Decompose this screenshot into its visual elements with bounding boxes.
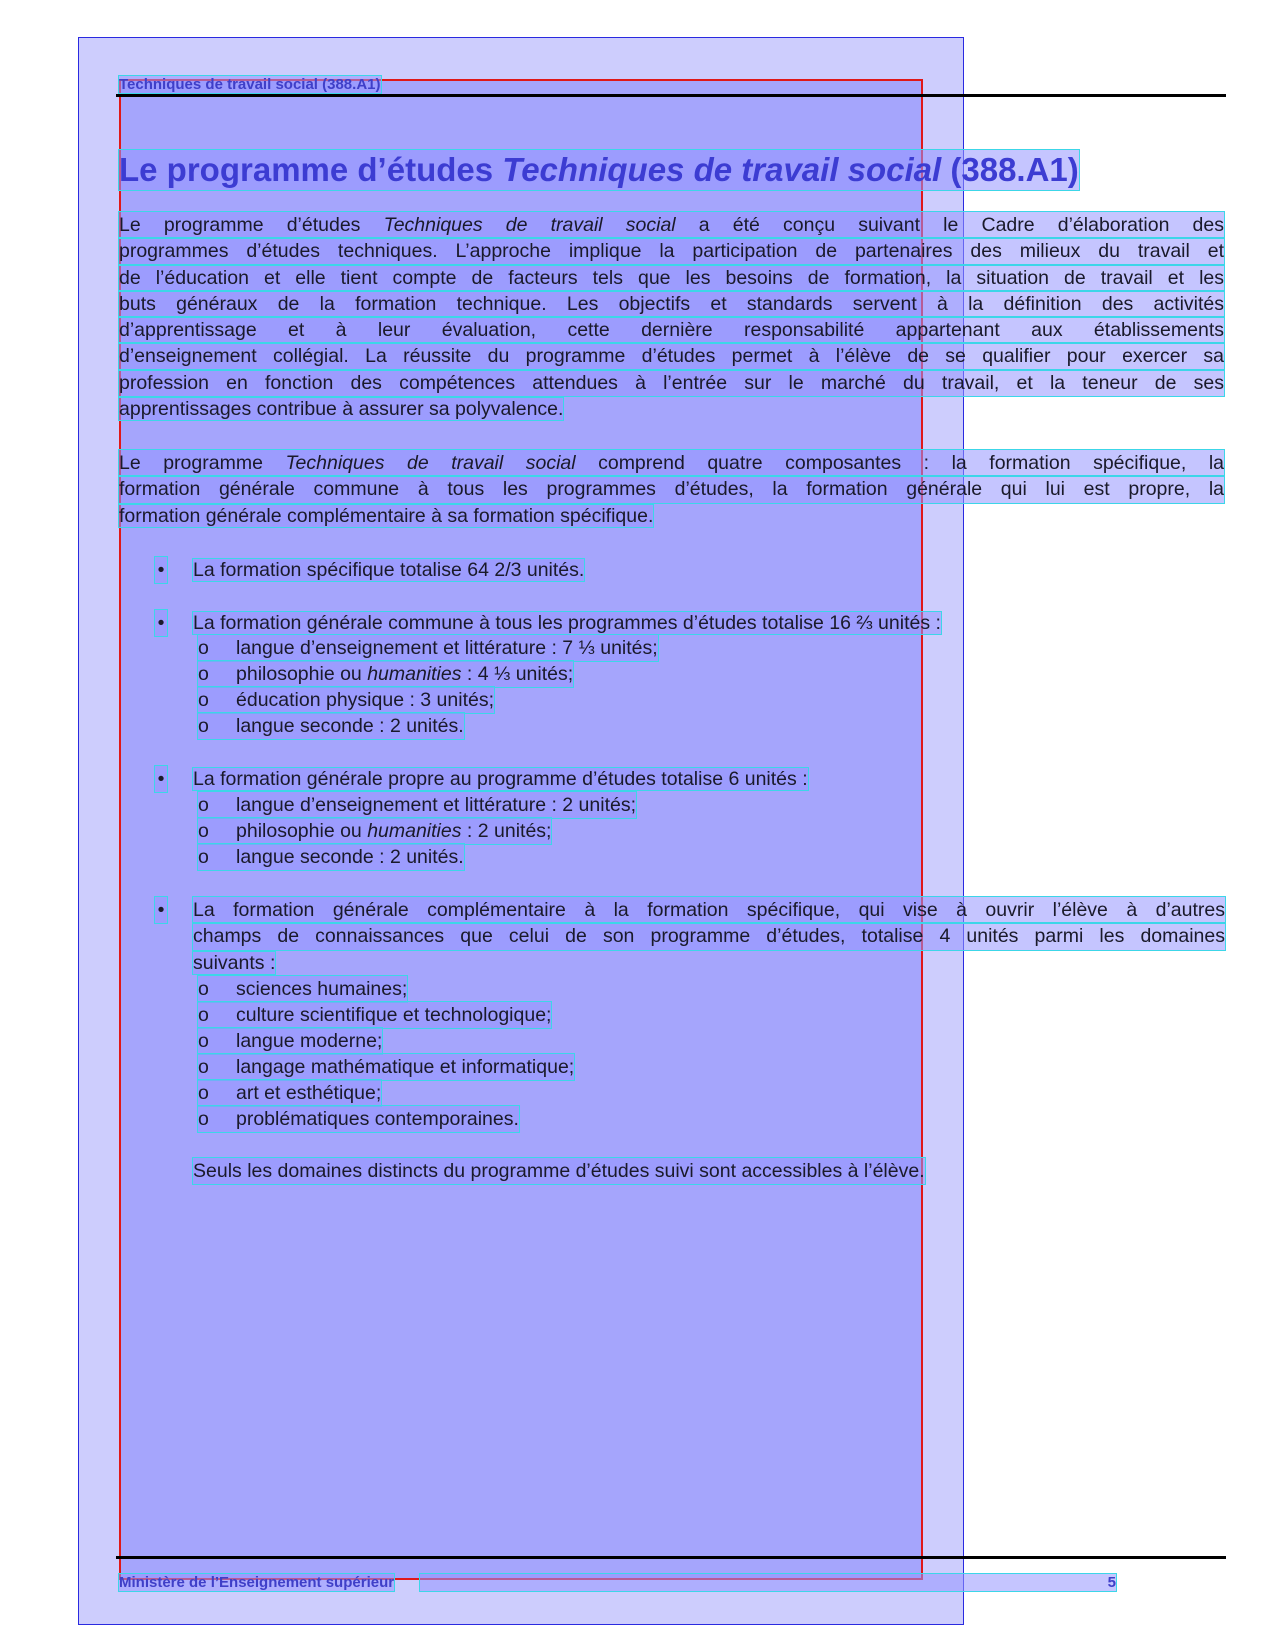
bullet-complementary-training [155, 897, 1225, 976]
sub-item: o philosophie ou humanities : 2 unités; [198, 818, 551, 844]
bullet-icon: • [155, 610, 167, 636]
intro-line-5: d’apprentissage et à leur évaluation, cette dernière responsabilité appartenant aux établissements [119, 317, 1224, 343]
sub-bullet-icon: o [198, 1108, 209, 1130]
sub-item: o langue moderne; [198, 1028, 382, 1054]
bullet-specific-training: • La formation spécifique totalise 64 2/3 unités. [155, 557, 1225, 583]
bullet-program-general-training: • La formation générale propre au programme d’études totalise 6 unités : [155, 766, 1225, 792]
page-number: 5 [420, 1574, 1116, 1591]
sub-bullet-icon: o [198, 663, 209, 685]
footer-rule [116, 1556, 1226, 1559]
bullet-common-general-training: • La formation générale commune à tous les programmes d’études totalise 16 ⅔ unités : [155, 610, 1225, 636]
sub-item: o langue d’enseignement et littérature : 7 ⅓ unités; [198, 635, 658, 661]
intro-line-6: d’enseignement collégial. La réussite du programme d’études permet à l’élève de se qualifier pour exercer sa [119, 343, 1224, 369]
domains-note: Seuls les domaines distincts du programme d’études suivi sont accessibles à l’élève. [193, 1158, 925, 1184]
sub-bullet-icon: o [198, 715, 209, 737]
intro-line-1: Le programme d’études Techniques de travail social a été conçu suivant le Cadre d’élaboration des [119, 212, 1224, 238]
sub-bullet-icon: o [198, 978, 209, 1000]
sub-item: o art et esthétique; [198, 1080, 381, 1106]
sub-bullet-icon: o [198, 1030, 209, 1052]
sub-bullet-icon: o [198, 846, 209, 868]
sub-item: o philosophie ou humanities : 4 ⅓ unités; [198, 661, 573, 687]
intro-line-4: buts généraux de la formation technique. Les objectifs et standards servent à la définition des activités [119, 291, 1224, 317]
sub-bullet-icon: o [198, 820, 209, 842]
sub-item: o langue seconde : 2 unités. [198, 844, 464, 870]
bullet-icon: • [155, 557, 167, 583]
complementary-line-2: champs de connaissances que celui de son programme d’études, totalise 4 unités parmi les domaines [193, 923, 1225, 949]
complementary-line-1: La formation générale complémentaire à la formation spécifique, qui vise à ouvrir l’élève à d’autres [193, 897, 1225, 923]
intro-line-3: de l’éducation et elle tient compte de facteurs tels que les besoins de formation, la situation de travail et les [119, 265, 1224, 291]
bullet-icon: • [155, 766, 167, 792]
intro-line-8: apprentissages contribue à assurer sa polyvalence. [119, 398, 564, 421]
intro-line-2: programmes d’études techniques. L’approche implique la participation de partenaires des milieux du travail et [119, 238, 1224, 264]
bullet-icon: • [155, 897, 167, 923]
intro-paragraph [119, 212, 1224, 422]
sub-item: o problématiques contemporaines. [198, 1106, 519, 1132]
footer-page-number-band [420, 1574, 1116, 1591]
components-line-2: formation générale commune à tous les programmes d’études, la formation générale qui lui est propre, la [119, 476, 1224, 502]
sub-item: o langue d’enseignement et littérature : 2 unités; [198, 792, 636, 818]
components-paragraph [119, 450, 1224, 529]
components-line-3: formation générale complémentaire à sa formation spécifique. [119, 504, 654, 527]
components-line-1: Le programme Techniques de travail social comprend quatre composantes : la formation spécifique, la [119, 450, 1224, 476]
header-rule [116, 94, 1226, 97]
sub-bullet-icon: o [198, 1082, 209, 1104]
intro-line-7: profession en fonction des compétences attendues à l’entrée sur le marché du travail, et la teneur de ses [119, 370, 1224, 396]
running-header: Techniques de travail social (388.A1) [119, 76, 381, 93]
sub-bullet-icon: o [198, 1056, 209, 1078]
sub-item: o langage mathématique et informatique; [198, 1054, 574, 1080]
sub-bullet-icon: o [198, 637, 209, 659]
sub-item: o langue seconde : 2 unités. [198, 713, 464, 739]
complementary-line-3: suivants : [193, 951, 276, 974]
sub-bullet-icon: o [198, 794, 209, 816]
sub-item: o culture scientifique et technologique; [198, 1002, 551, 1028]
sub-item: o éducation physique : 3 unités; [198, 687, 494, 713]
footer-ministry: Ministère de l’Enseignement supérieur [119, 1574, 395, 1591]
page-title: Le programme d’études Techniques de travail social (388.A1) [119, 151, 1079, 188]
sub-item: o sciences humaines; [198, 976, 407, 1002]
sub-bullet-icon: o [198, 1004, 209, 1026]
sub-bullet-icon: o [198, 689, 209, 711]
